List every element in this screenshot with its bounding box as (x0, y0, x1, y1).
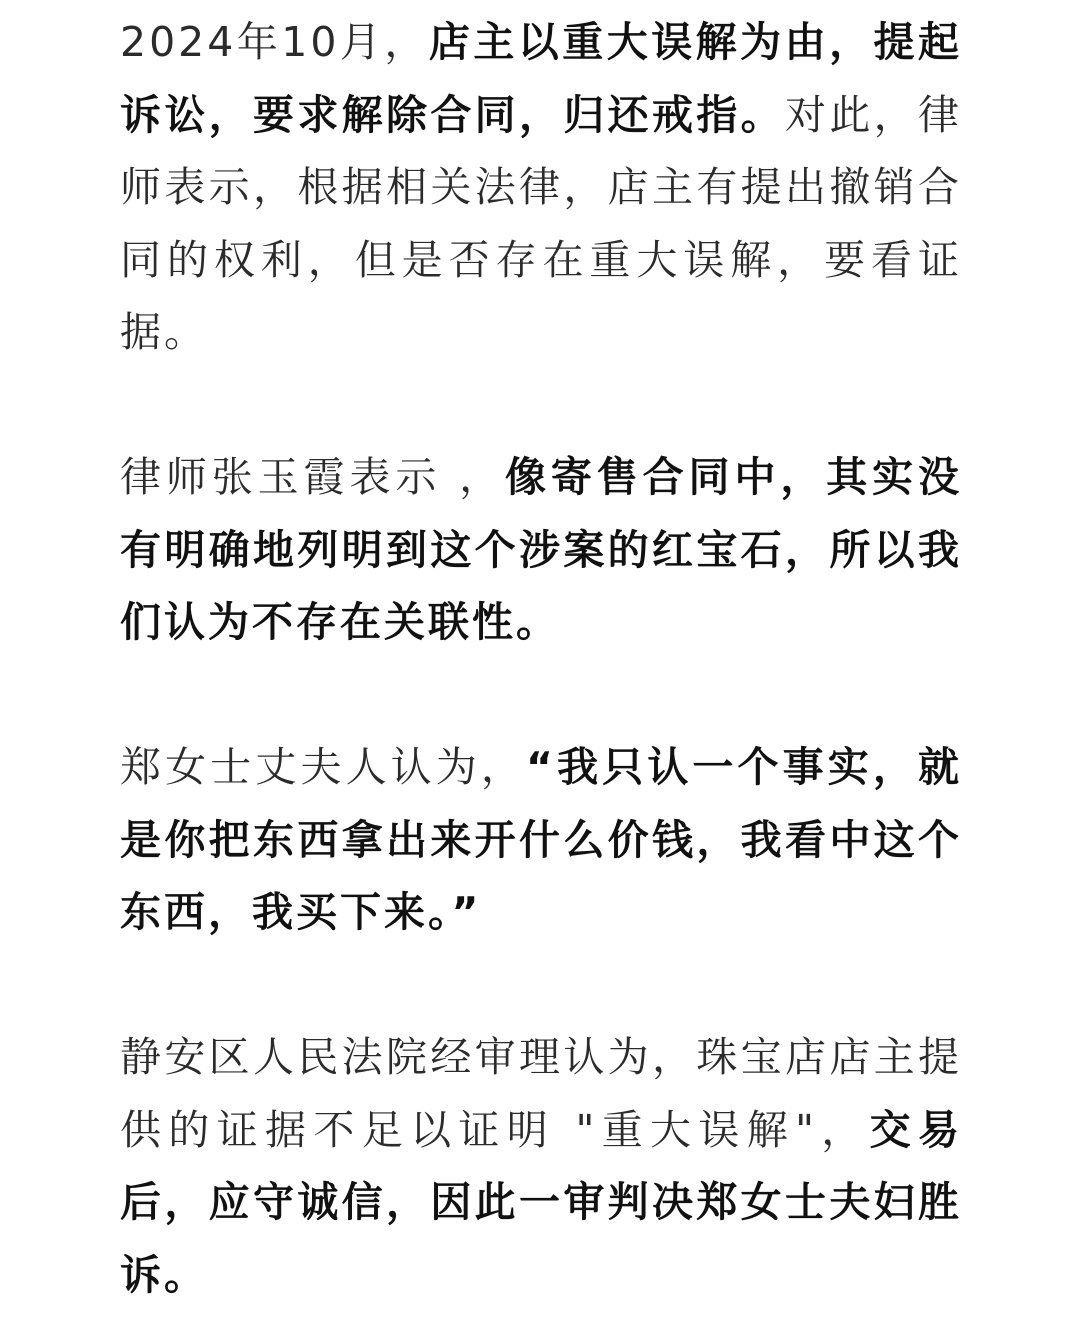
text-segment: 静安区人民法院经审理认为，珠宝店店主提供的证据不足以证明 "重大误解"， (120, 1033, 962, 1154)
paragraph (120, 1021, 962, 1311)
text-segment: 郑女士丈夫人认为， (120, 743, 527, 791)
article-body (120, 6, 962, 1311)
paragraph (120, 731, 962, 949)
bold-text-segment: “我只认一个事实，就是你把东西拿出来开什么价钱，我看中这个东西，我买下来。” (120, 743, 963, 936)
paragraph (120, 441, 962, 659)
bold-text-segment: 店主以重大误解为由，提起诉讼，要求解除合同，归还戒指。 (120, 18, 963, 139)
text-segment: 律师张玉霞表示 ， (120, 453, 506, 501)
text-segment: 2024年10月， (120, 18, 429, 66)
bold-text-segment: 交易后，应守诚信，因此一审判决郑女士夫妇胜诉。 (120, 1105, 963, 1299)
bold-text-segment: 像寄售合同中，其实没有明确地列明到这个涉案的红宝石，所以我们认为不存在关联性。 (120, 453, 962, 646)
paragraph (120, 6, 962, 369)
text-segment: 对此，律师表示，根据相关法律，店主有提出撤销合同的权利，但是否存在重大误解，要看证据。 (120, 90, 962, 356)
